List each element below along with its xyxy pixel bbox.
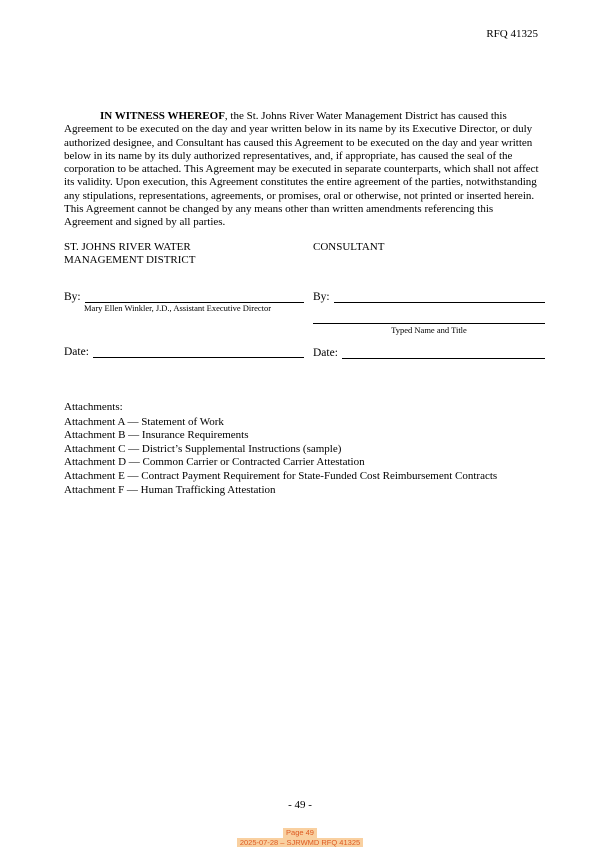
party-names-row — [64, 241, 545, 268]
district-date-line — [93, 342, 304, 358]
attachment-item: Attachment E — Contract Payment Requirement for State-Funded Cost Reimbursement Contracts — [64, 469, 498, 482]
district-by-row — [64, 287, 304, 303]
signature-section — [64, 241, 545, 359]
stamp-page-line — [0, 828, 600, 838]
stamp-date-text: 2025-07-28 – SJRWMD RFQ 41325 — [237, 838, 363, 848]
signature-column-district — [64, 268, 304, 359]
party-name-district: ST. JOHNS RIVER WATER MANAGEMENT DISTRICT — [64, 241, 196, 267]
witness-clause-body: , the St. Johns River Water Management District has caused this Agreement to be executed on the day and year written below in its name by its Executive Director, or duly authorized designee, and Consultant has caused this Agreement to be executed on the day and year written below in its name by its duly authorized representatives, and, if appropriate, has caused the seal of the corporation to be attached. This Agreement may be executed in separate counterparts, which shall not affect its validity. Upon execution, this Agreement constitutes the entire agreement of the parties, notwithstanding any stipulations, representations, agreements, or promises, oral or otherwise, not printed or inserted herein. This Agreement cannot be changed by any means other than written amendments referencing this Agreement and signed by all parties. — [64, 110, 539, 229]
consultant-by-label: By: — [313, 290, 330, 303]
district-date-row — [64, 342, 304, 358]
stamp-date-line — [0, 838, 600, 848]
district-signer-caption: Mary Ellen Winkler, J.D., Assistant Executive Director — [84, 302, 272, 313]
consultant-signature-line — [334, 287, 545, 303]
header-reference: RFQ 41325 — [486, 28, 538, 40]
consultant-typed-name-caption: Typed Name and Title — [391, 324, 467, 335]
page-number: - 49 - — [288, 799, 312, 811]
consultant-typed-name-line — [313, 323, 545, 324]
attachments-list — [64, 416, 554, 498]
attachment-item: Attachment D — Common Carrier or Contracted Carrier Attestation — [64, 456, 365, 469]
attachments-heading: Attachments: — [64, 401, 123, 413]
attachment-item: Attachment A — Statement of Work — [64, 415, 224, 428]
witness-clause-paragraph — [64, 110, 543, 230]
consultant-date-label: Date: — [313, 346, 338, 359]
signature-column-consultant — [313, 268, 545, 359]
attachment-item: Attachment F — Human Trafficking Attestation — [64, 483, 276, 496]
consultant-date-line — [342, 343, 545, 359]
consultant-by-row — [313, 287, 545, 303]
footer-stamp — [0, 828, 600, 847]
district-by-label: By: — [64, 290, 81, 303]
attachments-section — [64, 401, 554, 497]
attachment-item: Attachment B — Insurance Requirements — [64, 429, 249, 442]
party-name-consultant: CONSULTANT — [313, 241, 385, 253]
district-date-label: Date: — [64, 345, 89, 358]
attachment-item: Attachment C — District’s Supplemental Instructions (sample) — [64, 442, 342, 455]
signature-grid — [64, 268, 545, 359]
stamp-page-text: Page 49 — [283, 828, 317, 838]
consultant-date-row — [313, 343, 545, 359]
district-signature-line — [85, 287, 304, 303]
witness-clause-lead: IN WITNESS WHEREOF — [100, 110, 225, 122]
